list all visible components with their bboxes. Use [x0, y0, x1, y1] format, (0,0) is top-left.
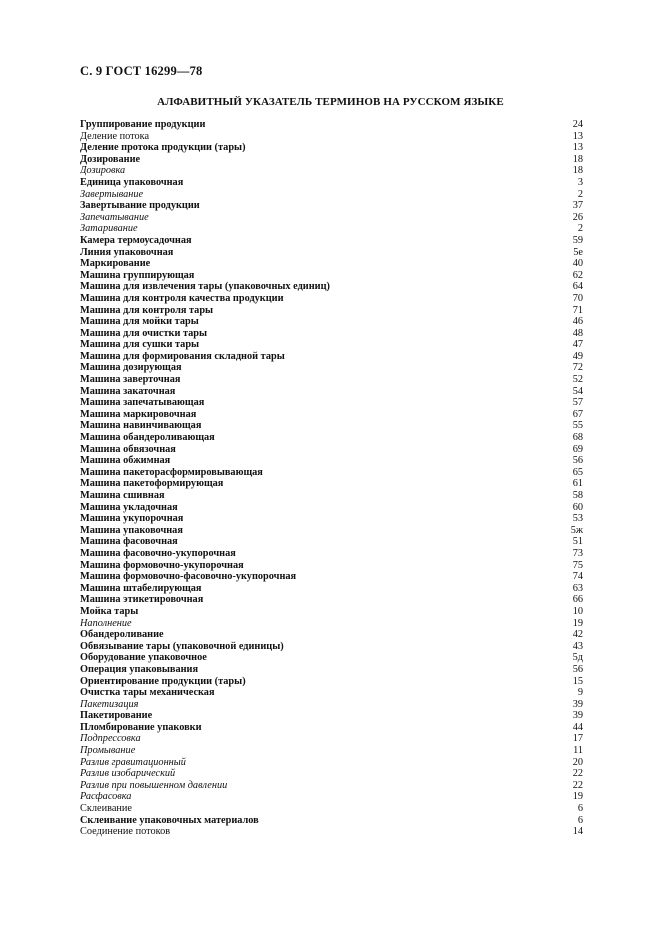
index-entry: [80, 281, 583, 293]
index-term: Машина формовочно-укупорочная: [80, 559, 244, 571]
index-term-number: 37: [572, 200, 583, 212]
index-entry: [80, 235, 583, 247]
index-term-number: 17: [572, 733, 583, 745]
index-term: Дозирование: [80, 153, 141, 165]
index-entry: [80, 757, 583, 769]
index-term: Оборудование упаковочное: [80, 652, 207, 664]
index-entry: [80, 502, 583, 514]
index-term-number: 56: [572, 455, 583, 467]
index-entry: [80, 768, 583, 780]
index-term-number: 72: [572, 362, 583, 374]
index-term-number: 20: [572, 756, 583, 768]
index-term-number: 69: [572, 443, 583, 455]
index-term-number: 51: [572, 536, 583, 548]
index-term: Машина обжимная: [80, 455, 171, 467]
index-term: Пакетизация: [80, 698, 139, 710]
index-entry: [80, 664, 583, 676]
index-term: Камера термоусадочная: [80, 234, 192, 246]
index-entry: [80, 687, 583, 699]
index-term-number: 57: [572, 397, 583, 409]
index-term-number: 13: [572, 130, 583, 142]
index-term: Машина обандероливающая: [80, 432, 215, 444]
index-entry: [80, 513, 583, 525]
index-entry: [80, 606, 583, 618]
index-entry: [80, 815, 583, 827]
index-entry: [80, 339, 583, 351]
index-term: Наполнение: [80, 617, 132, 629]
index-term-number: 74: [572, 571, 583, 583]
index-term-number: 39: [572, 710, 583, 722]
index-entry: [80, 247, 583, 259]
index-entry: [80, 652, 583, 664]
index-term: Пакетирование: [80, 710, 153, 722]
index-term: Машина для извлечения тары (упаковочных единиц): [80, 281, 330, 293]
index-term-number: 59: [572, 234, 583, 246]
index-term-number: 47: [572, 339, 583, 351]
index-term-number: 39: [572, 698, 583, 710]
index-entry: [80, 525, 583, 537]
index-entry: [80, 420, 583, 432]
index-term-number: 24: [572, 119, 583, 130]
index-entry: [80, 432, 583, 444]
index-term-number: 42: [572, 629, 583, 641]
term-index-list: [80, 119, 583, 838]
index-term-number: 19: [572, 791, 583, 803]
index-entry: [80, 223, 583, 235]
index-entry: [80, 189, 583, 201]
index-term: Машина штабелирующая: [80, 582, 202, 594]
index-entry: [80, 397, 583, 409]
index-term-number: 53: [572, 513, 583, 525]
index-entry: [80, 374, 583, 386]
index-entry: [80, 200, 583, 212]
index-term-number: 18: [572, 153, 583, 165]
index-term-number: 10: [572, 605, 583, 617]
index-entry: [80, 351, 583, 363]
index-term: Машина запечатывающая: [80, 397, 205, 409]
index-term-number: 64: [572, 281, 583, 293]
index-term: Деление протока продукции (тары): [80, 142, 246, 154]
index-term: Промывание: [80, 745, 136, 757]
index-entry: [80, 328, 583, 340]
index-term: Машина для мойки тары: [80, 316, 199, 328]
index-entry: [80, 467, 583, 479]
index-term: Машина для сушки тары: [80, 339, 200, 351]
index-entry: [80, 362, 583, 374]
index-term-number: 73: [572, 547, 583, 559]
index-term: Расфасовка: [80, 791, 132, 803]
index-term-number: 54: [572, 385, 583, 397]
index-term-number: 26: [572, 211, 583, 223]
index-entry: [80, 560, 583, 572]
index-term: Дозировка: [80, 165, 126, 177]
index-term: Машина пакетоформирующая: [80, 478, 224, 490]
index-entry: [80, 131, 583, 143]
index-term-number: 6: [577, 814, 583, 826]
index-term: Обандероливание: [80, 629, 164, 641]
index-term-number: 52: [572, 374, 583, 386]
index-term-number: 2: [577, 188, 583, 200]
index-entry: [80, 548, 583, 560]
index-term: Линия упаковочная: [80, 246, 174, 258]
index-term-number: 15: [572, 675, 583, 687]
index-term-number: 75: [572, 559, 583, 571]
index-entry: [80, 490, 583, 502]
index-entry: [80, 791, 583, 803]
index-entry: [80, 165, 583, 177]
index-term-number: 5д: [572, 652, 583, 664]
index-term: Машина сшивная: [80, 490, 165, 501]
index-term: Машина фасовочная: [80, 536, 178, 548]
index-entry: [80, 618, 583, 630]
index-entry: [80, 722, 583, 734]
index-entry: [80, 293, 583, 305]
index-entry: [80, 710, 583, 722]
index-term-number: 14: [572, 826, 583, 838]
index-term: Машина дозирующая: [80, 362, 182, 374]
index-entry: [80, 594, 583, 606]
index-term-number: 11: [573, 745, 583, 757]
index-term: Завертывание продукции: [80, 200, 200, 212]
index-term: Подпрессовка: [80, 733, 141, 745]
index-term-number: 40: [572, 258, 583, 270]
index-entry: [80, 780, 583, 792]
index-term-number: 9: [577, 687, 583, 699]
index-term: Склеивание: [80, 803, 132, 815]
index-term: Машина заверточная: [80, 374, 181, 386]
index-entry: [80, 258, 583, 270]
section-title: АЛФАВИТНЫЙ УКАЗАТЕЛЬ ТЕРМИНОВ НА РУССКОМ ЯЗЫКЕ: [157, 96, 504, 108]
index-term: Очистка тары механическая: [80, 687, 215, 699]
index-term-number: 63: [572, 582, 583, 594]
index-term-number: 5е: [573, 246, 583, 258]
index-term-number: 13: [572, 142, 583, 154]
index-term-number: 61: [572, 478, 583, 490]
index-term: Пломбирование упаковки: [80, 721, 202, 733]
index-term-number: 62: [572, 269, 583, 281]
index-term-number: 65: [572, 466, 583, 478]
index-term-number: 2: [577, 223, 583, 235]
index-term: Ориентирование продукции (тары): [80, 675, 246, 687]
index-term: Машина для контроля тары: [80, 304, 214, 316]
index-entry: [80, 629, 583, 641]
index-term-number: 43: [572, 640, 583, 652]
index-term: Группирование продукции: [80, 119, 206, 130]
index-term: Соединение потоков: [80, 826, 171, 838]
index-term: Мойка тары: [80, 605, 139, 617]
index-term: Разлив изобарический: [80, 768, 176, 780]
index-term-number: 48: [572, 327, 583, 339]
index-term: Машина навинчивающая: [80, 420, 202, 432]
index-term-number: 55: [572, 420, 583, 432]
page-header: С. 9 ГОСТ 16299—78: [80, 64, 203, 78]
index-term-number: 19: [572, 617, 583, 629]
index-term: Разлив гравитационный: [80, 756, 186, 768]
index-term: Машина обвязочная: [80, 443, 176, 455]
index-term-number: 56: [572, 663, 583, 675]
index-entry: [80, 826, 583, 838]
index-entry: [80, 142, 583, 154]
index-term: Машина маркировочная: [80, 408, 197, 420]
index-entry: [80, 699, 583, 711]
index-term: Машина формовочно-фасовочно-укупорочная: [80, 571, 297, 583]
index-term: Завертывание: [80, 188, 144, 200]
index-entry: [80, 676, 583, 688]
index-term: Запечатывание: [80, 211, 149, 223]
index-entry: [80, 177, 583, 189]
index-entry: [80, 733, 583, 745]
index-entry: [80, 478, 583, 490]
index-term-number: 5ж: [570, 524, 583, 536]
index-term-number: 44: [572, 721, 583, 733]
index-term-number: 67: [572, 408, 583, 420]
index-term: Маркирование: [80, 258, 151, 270]
index-term-number: 22: [572, 768, 583, 780]
index-entry: [80, 803, 583, 815]
index-entry: [80, 270, 583, 282]
index-term-number: 58: [572, 490, 583, 501]
index-term-number: 68: [572, 432, 583, 444]
index-term: Машина для контроля качества продукции: [80, 292, 284, 304]
index-term: Деление потока: [80, 130, 150, 142]
index-term-number: 71: [572, 304, 583, 316]
index-term: Машина фасовочно-укупорочная: [80, 547, 236, 559]
index-term: Операция упаковывания: [80, 663, 199, 675]
index-term: Машина этикетировочная: [80, 594, 204, 606]
index-entry: [80, 305, 583, 317]
index-term-number: 49: [572, 350, 583, 362]
index-entry: [80, 571, 583, 583]
index-entry: [80, 536, 583, 548]
index-term: Машина укладочная: [80, 501, 178, 513]
index-term: Машина укупорочная: [80, 513, 184, 525]
index-entry: [80, 212, 583, 224]
index-term-number: 46: [572, 316, 583, 328]
index-term-number: 66: [572, 594, 583, 606]
index-term-number: 18: [572, 165, 583, 177]
index-entry: [80, 154, 583, 166]
index-term: Машина пакеторасформировывающая: [80, 466, 263, 478]
index-term: Единица упаковочная: [80, 176, 184, 188]
index-entry: [80, 444, 583, 456]
index-entry: [80, 583, 583, 595]
index-entry: [80, 745, 583, 757]
index-entry: [80, 119, 583, 131]
index-term: Машина группирующая: [80, 269, 195, 281]
index-term: Разлив при повышенном давлении: [80, 779, 228, 791]
index-term-number: 6: [577, 803, 583, 815]
index-term: Склеивание упаковочных материалов: [80, 814, 259, 826]
index-term-number: 60: [572, 501, 583, 513]
index-entry: [80, 386, 583, 398]
index-entry: [80, 409, 583, 421]
index-term-number: 22: [572, 779, 583, 791]
index-term: Обвязывание тары (упаковочной единицы): [80, 640, 284, 652]
index-term: Машина для очистки тары: [80, 327, 208, 339]
index-term: Машина закаточная: [80, 385, 176, 397]
index-term: Машина для формирования складной тары: [80, 350, 285, 362]
index-entry: [80, 641, 583, 653]
index-term-number: 3: [577, 176, 583, 188]
index-term: Машина упаковочная: [80, 524, 183, 536]
index-entry: [80, 316, 583, 328]
index-term: Затаривание: [80, 223, 138, 235]
index-term-number: 70: [572, 292, 583, 304]
index-entry: [80, 455, 583, 467]
